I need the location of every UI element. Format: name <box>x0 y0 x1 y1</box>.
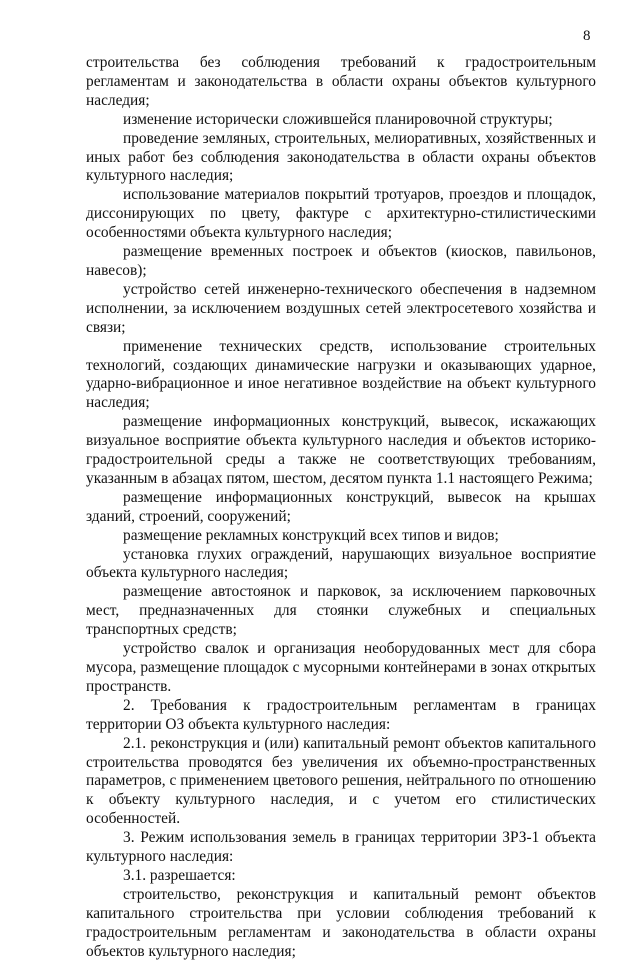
paragraph: размещение информационных конструкций, вывесок на крышах зданий, строений, сооружений; <box>86 488 596 525</box>
paragraph: размещение автостоянок и парковок, за исключением парковочных мест, предназначенных для стоянки служебных и специальных транспортных средств; <box>86 583 596 639</box>
paragraph: установка глухих ограждений, нарушающих визуальное восприятие объекта культурного наследия; <box>86 545 596 582</box>
paragraph: использование материалов покрытий тротуаров, проездов и площадок, диссонирующих по цвету, фактуре с архитектурно-стилистическими особенностями объекта культурного наследия; <box>86 186 596 242</box>
paragraph: 3.1. разрешается: <box>123 866 236 884</box>
paragraph: 2.1. реконструкция и (или) капитальный ремонт объектов капитального строительства проводятся без увеличения их объемно-пространственных параметров, с применением цветового решения, нейтрального по отношению к объекту культурного наследия, и с учетом его стилистических особенностей. <box>86 734 596 828</box>
paragraph: строительства без соблюдения требований к градостроительным регламентам и законодательства в области охраны объектов культурного наследия; <box>86 54 596 109</box>
document-body <box>86 54 596 962</box>
paragraph: проведение земляных, строительных, мелиоративных, хозяйственных и иных работ без соблюдения законодательства в области охраны объектов культурного наследия; <box>86 129 596 185</box>
paragraph: размещение рекламных конструкций всех типов и видов; <box>123 526 499 544</box>
page-number: 8 <box>583 28 591 44</box>
paragraph: размещение временных построек и объектов (киосков, павильонов, навесов); <box>86 243 596 279</box>
paragraph: размещение информационных конструкций, вывесок, искажающих визуальное восприятие объекта культурного наследия и объектов историко-градостроительной среды а также не соответствующих требованиям, указанным в абзацах пятом, шестом, десятом пункта 1.1 настоящего Режима; <box>86 413 596 487</box>
paragraph: применение технических средств, использование строительных технологий, создающих динамические нагрузки и оказывающих ударное, ударно-вибрационное и иное негативное воздействие на объект культурного наследия; <box>86 337 596 412</box>
section-heading: 3. Режим использования земель в границах территории ЗРЗ-1 объекта культурного наследия: <box>86 829 596 866</box>
paragraph: устройство свалок и организация необорудованных мест для сбора мусора, размещение площадок с мусорными контейнерами в зонах открытых пространств. <box>86 640 596 695</box>
paragraph: устройство сетей инженерно-технического обеспечения в надземном исполнении, за исключением воздушных сетей электросетевого хозяйства и связи; <box>86 280 596 336</box>
section-heading: 2. Требования к градостроительным регламентам в границах территории ОЗ объекта культурного наследия: <box>86 696 596 733</box>
paragraph: изменение исторически сложившейся планировочной структуры; <box>123 110 553 128</box>
paragraph: строительство, реконструкция и капитальный ремонт объектов капитального строительства при условии соблюдения требований к градостроительным регламентам и законодательства в области охраны объектов культурного наследия; <box>86 885 596 960</box>
